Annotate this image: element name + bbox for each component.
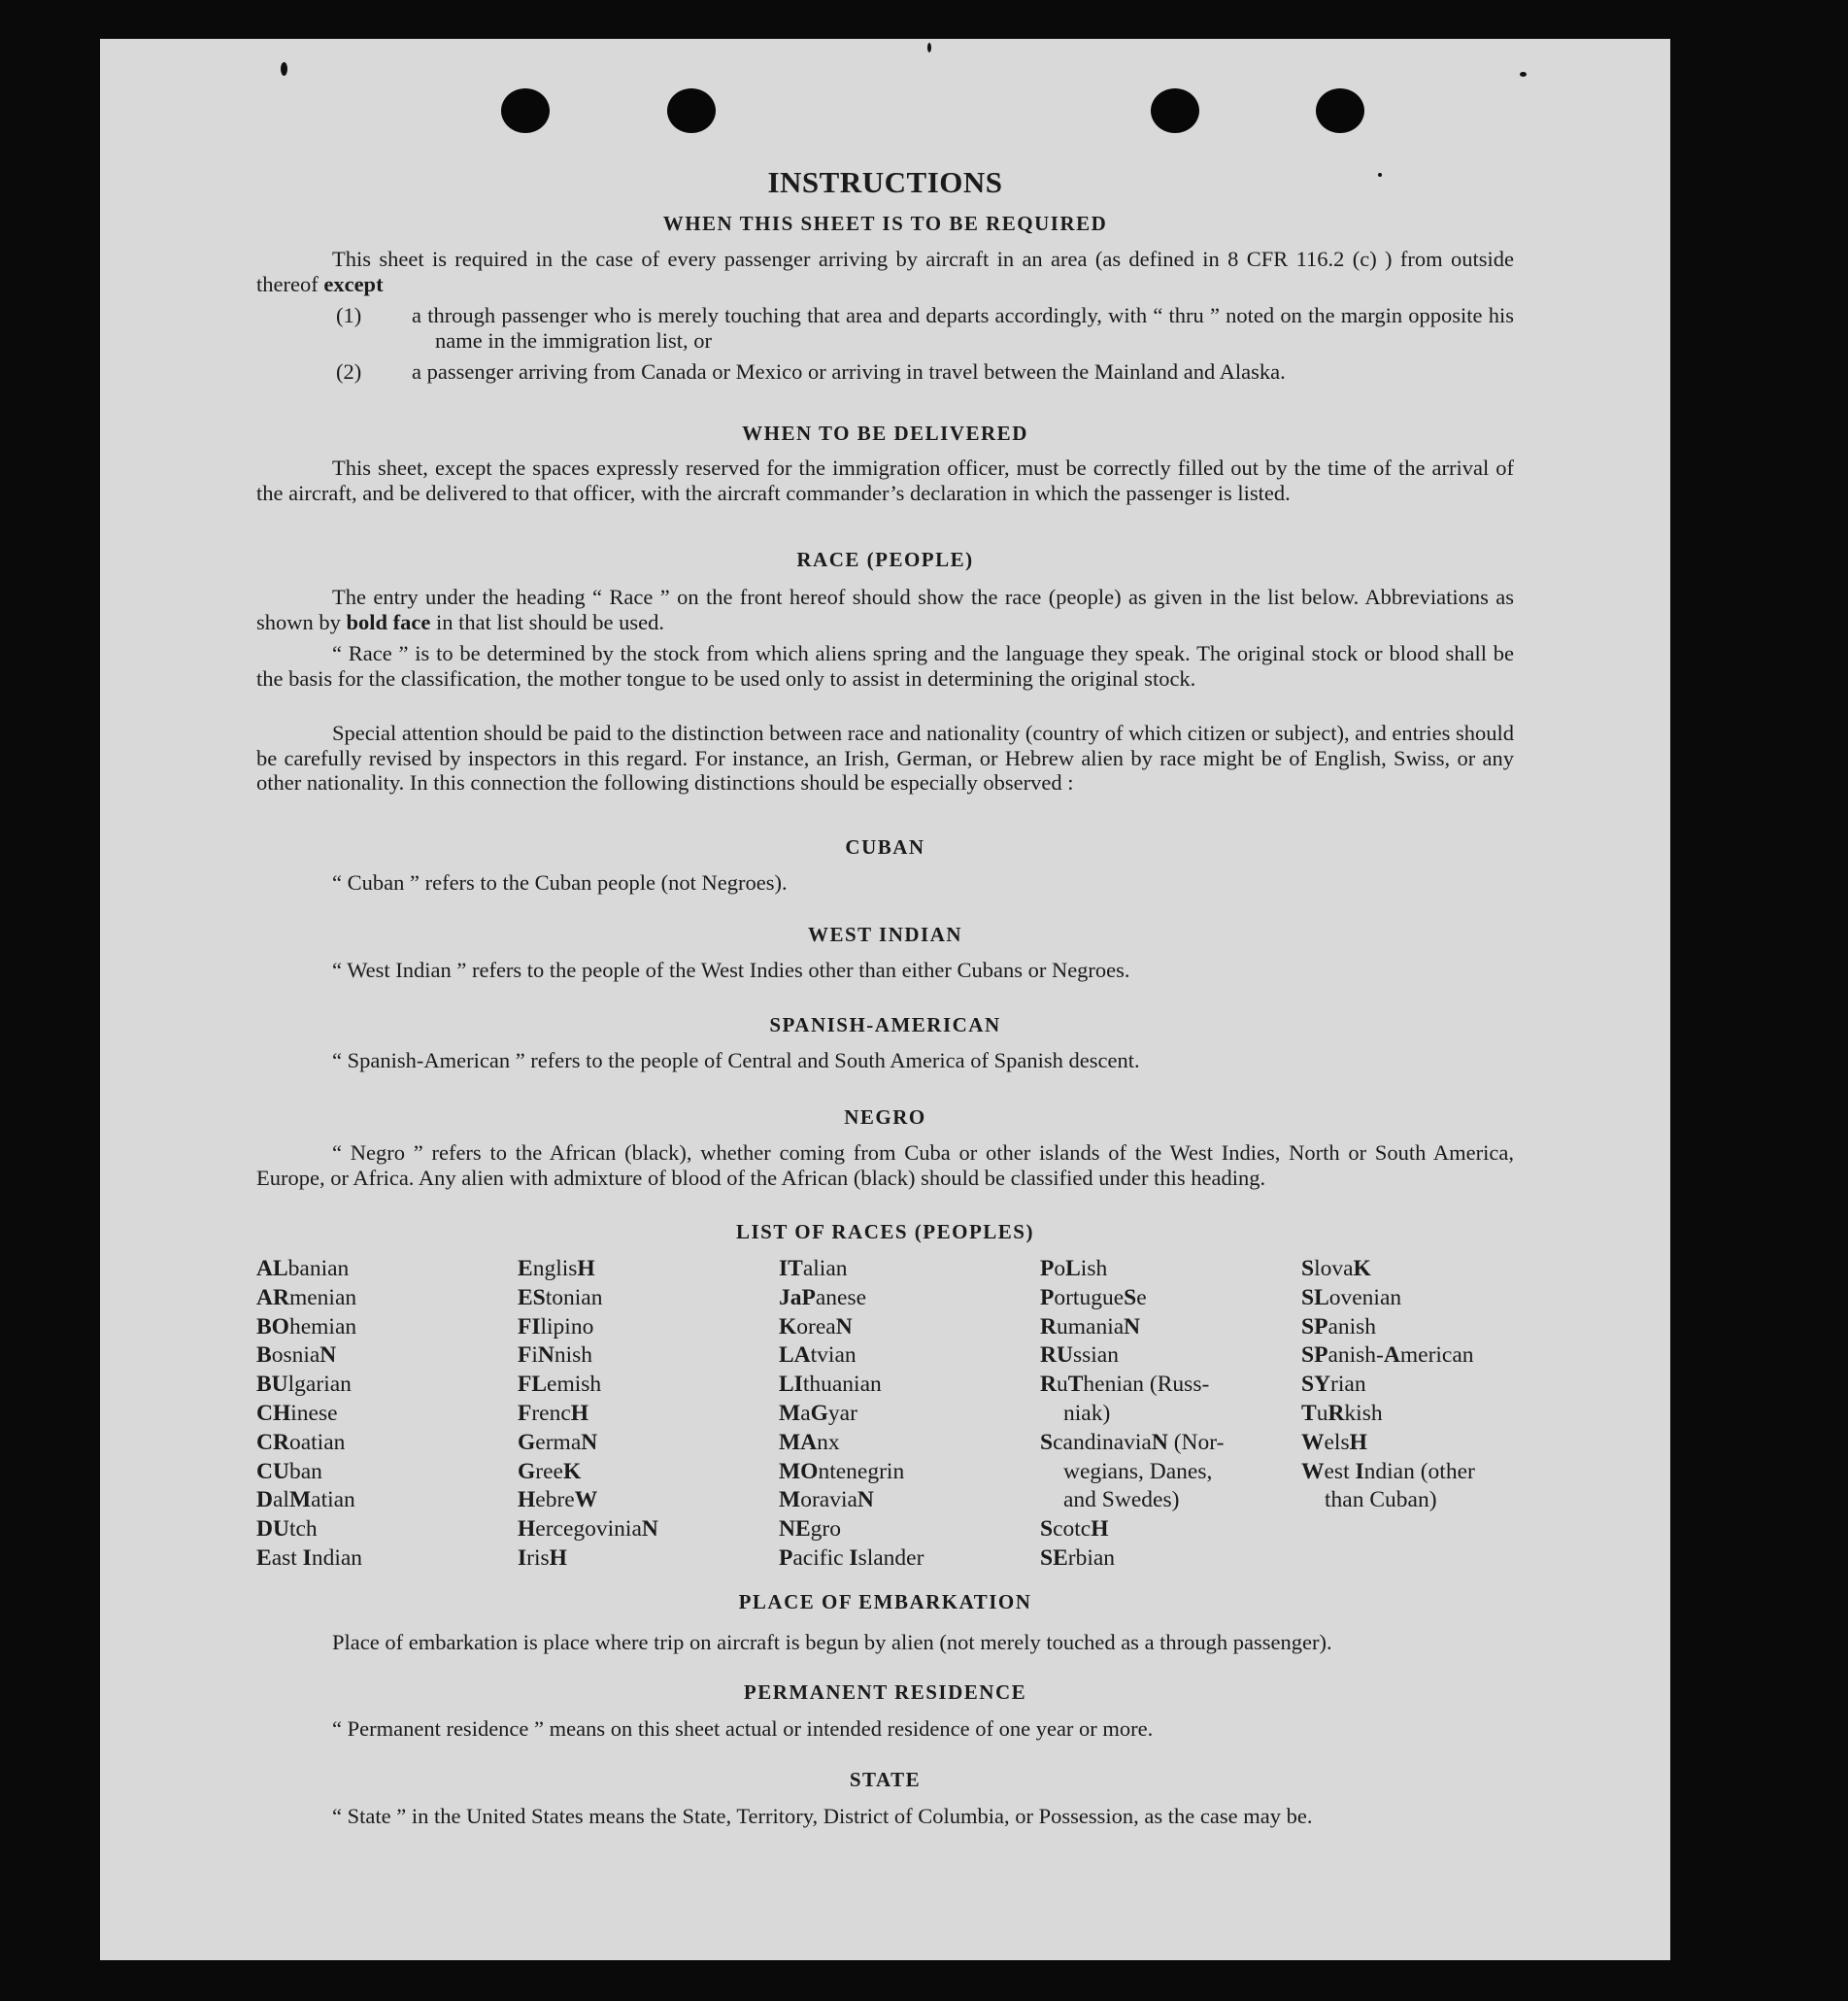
race-entry: SLovenian	[1301, 1284, 1402, 1310]
race-entry: SYrian	[1301, 1372, 1366, 1398]
cuban-text: “ Cuban ” refers to the Cuban people (not Negroes).	[332, 870, 788, 895]
spanish-american-text: “ Spanish-American ” refers to the people of Central and South America of Spanish descent.	[332, 1048, 1140, 1072]
race-entry: BOhemian	[256, 1313, 357, 1340]
section-heading-cuban: CUBAN	[845, 835, 925, 859]
race-entry: niak)	[1063, 1400, 1111, 1426]
race-entry: LIthuanian	[779, 1372, 882, 1398]
negro-text: “ Negro ” refers to the African (black), whether coming from Cuba or other islands of the West Indies, North or South America, Europe, or Africa. Any alien with admixture of blood of the African (black) should be classified under this heading.	[256, 1140, 1514, 1190]
race-entry: HebreW	[518, 1487, 598, 1513]
race-entry: GermaN	[518, 1429, 598, 1455]
race-entry: FLemish	[518, 1372, 602, 1398]
race-entry: PoLish	[1040, 1256, 1108, 1281]
dust-speck	[1520, 72, 1527, 77]
race-entry: MOntenegrin	[779, 1458, 905, 1484]
race-entry: LAtvian	[779, 1342, 857, 1369]
race-entry: CHinese	[256, 1400, 338, 1426]
race-entry: RumaniaN	[1040, 1313, 1141, 1340]
race-entry: CRoatian	[256, 1429, 346, 1455]
race-entry: MAnx	[779, 1429, 840, 1455]
race-entry: ScotcH	[1040, 1516, 1109, 1543]
state-text: “ State ” in the United States means the State, Territory, District of Columbia, or Possession, as the case may be.	[332, 1804, 1313, 1828]
dust-speck	[927, 43, 931, 52]
section-heading-race: RACE (PEOPLE)	[796, 548, 974, 571]
residence-text: “ Permanent residence ” means on this sheet actual or intended residence of one year or more.	[332, 1716, 1154, 1741]
race-entry: RuThenian (Russ-	[1040, 1372, 1210, 1398]
race-entry: SErbian	[1040, 1544, 1116, 1571]
west-indian-text: “ West Indian ” refers to the people of the West Indies other than either Cubans or Negroes.	[332, 958, 1130, 982]
section-heading-spanish-american: SPANISH-AMERICAN	[769, 1013, 1001, 1036]
race-entry: EStonian	[518, 1284, 603, 1310]
required-intro: This sheet is required in the case of every passenger arriving by aircraft in an area (as defined in 8 CFR 116.2 (c) ) from outside thereof except	[256, 247, 1514, 296]
race-entry: RUssian	[1040, 1342, 1119, 1369]
race-entry: KoreaN	[779, 1313, 853, 1340]
race-entry: BosniaN	[256, 1342, 337, 1369]
required-item-1: (1) a through passenger who is merely touching that area and departs accordingly, with “ thru ” noted on the margin opposite his name in the immigration list, or	[336, 303, 1514, 353]
section-heading-embarkation: PLACE OF EMBARKATION	[738, 1590, 1032, 1613]
section-heading-delivered: WHEN TO BE DELIVERED	[742, 422, 1028, 445]
delivered-text: This sheet, except the spaces expressly reserved for the immigration officer, must be correctly filled out by the time of the arrival of the aircraft, and be delivered to that officer, with the aircraft commander’s declaration in which the passenger is listed.	[256, 456, 1514, 505]
section-heading-required: WHEN THIS SHEET IS TO BE REQUIRED	[662, 212, 1108, 235]
race-column	[779, 1255, 924, 1574]
punch-hole	[667, 88, 716, 133]
section-heading-races-list: LIST OF RACES (PEOPLES)	[736, 1220, 1034, 1243]
race-entry: PortugueSe	[1040, 1284, 1147, 1310]
race-entry: SPanish	[1301, 1313, 1377, 1340]
race-entry: GreeK	[518, 1458, 582, 1484]
race-entry: JaPanese	[779, 1284, 867, 1310]
race-entry: ALbanian	[256, 1256, 350, 1281]
race-entry: WelsH	[1301, 1429, 1367, 1455]
race-entry: Pacific Islander	[779, 1544, 924, 1571]
race-paragraph-3: Special attention should be paid to the distinction between race and nationality (country of which citizen or subject), and entries should be carefully revised by inspectors in this regard. For instance, an Irish, German, or Hebrew alien by race might be of English, Swiss, or any other nationality. In this connection the following distinctions should be especially observed :	[256, 721, 1514, 795]
race-entry: SPanish-American	[1301, 1342, 1474, 1369]
race-column	[1301, 1255, 1475, 1515]
race-entry: ARmenian	[256, 1284, 357, 1310]
dust-speck	[281, 62, 287, 76]
race-entry: ScandinaviaN (Nor-	[1040, 1429, 1225, 1455]
race-entry: EnglisH	[518, 1256, 595, 1281]
race-column	[518, 1255, 658, 1574]
section-heading-west-indian: WEST INDIAN	[807, 923, 963, 946]
punch-hole	[1151, 88, 1199, 133]
race-entry: TuRkish	[1301, 1400, 1383, 1426]
race-entry: West Indian (other	[1301, 1458, 1475, 1484]
race-entry: NEgro	[779, 1516, 841, 1543]
section-heading-residence: PERMANENT RESIDENCE	[743, 1680, 1027, 1704]
document-sheet	[100, 39, 1670, 1960]
race-entry: MaGyar	[779, 1400, 857, 1426]
punch-hole	[501, 88, 550, 133]
race-entry: DalMatian	[256, 1487, 355, 1513]
race-entry: IrisH	[518, 1544, 567, 1571]
race-entry: and Swedes)	[1063, 1487, 1180, 1513]
race-paragraph-1: The entry under the heading “ Race ” on the front hereof should show the race (people) as given in the list below. Abbreviations as shown by bold face in that list should be used.	[256, 585, 1514, 634]
race-entry: East Indian	[256, 1544, 363, 1571]
race-column	[256, 1255, 362, 1574]
section-heading-negro: NEGRO	[844, 1105, 926, 1129]
race-paragraph-2: “ Race ” is to be determined by the stock from which aliens spring and the language they speak. The original stock or blood shall be the basis for the classification, the mother tongue to be used only to assist in determining the original stock.	[256, 641, 1514, 691]
required-item-2: (2) a passenger arriving from Canada or Mexico or arriving in travel between the Mainland and Alaska.	[336, 359, 1286, 384]
race-entry: FrencH	[518, 1400, 589, 1426]
race-entry: FIlipino	[518, 1313, 594, 1340]
embarkation-text: Place of embarkation is place where trip on aircraft is begun by alien (not merely touched as a through passenger).	[332, 1630, 1332, 1654]
race-entry: wegians, Danes,	[1063, 1458, 1213, 1484]
race-entry: DUtch	[256, 1516, 318, 1543]
race-entry: ITalian	[779, 1256, 848, 1281]
race-entry: than Cuban)	[1325, 1487, 1437, 1513]
race-entry: MoraviaN	[779, 1487, 874, 1513]
race-entry: SlovaK	[1301, 1256, 1371, 1281]
race-entry: FiNnish	[518, 1342, 593, 1369]
race-column	[1040, 1255, 1224, 1574]
section-heading-state: STATE	[849, 1768, 922, 1791]
page-title: INSTRUCTIONS	[767, 165, 1003, 199]
race-entry: CUban	[256, 1458, 322, 1484]
race-entry: HercegoviniaN	[518, 1516, 658, 1543]
punch-hole	[1316, 88, 1364, 133]
race-entry: BUlgarian	[256, 1372, 352, 1398]
